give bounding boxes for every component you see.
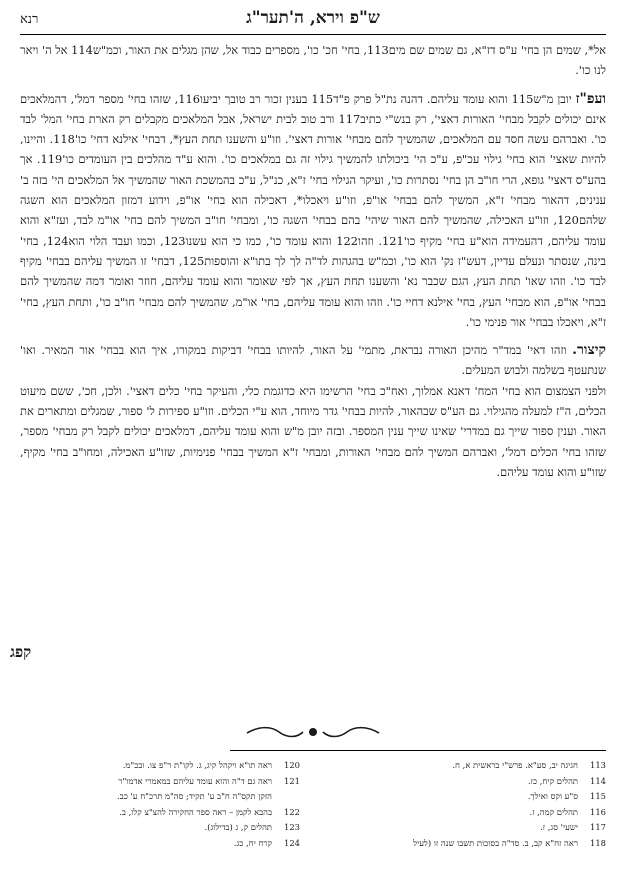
footnote: 120 ראה תו"א ויקהל קיג, ג. לקו"ת ר"פ צו. ובכ"מ. — [122, 760, 300, 770]
page-title: ש"פ וירא, ה'תער"ג — [246, 8, 380, 28]
footnote: הזקן תקס"ה ח"ב ע' תקיד; סה"מ תרכ"ח ע' כב. — [117, 791, 272, 801]
paragraph-3-text: וזהו דאי' במד"ר מהיכן האורה נבראת, מתמי' על האור, להיותו בבחי' דביקות במקורו, איך הוא בבחי' אור המאיר. ואו' שנתעטף בשלמה ולבוש המעלים. — [20, 343, 606, 378]
footnote: 117 ישעי' סג, ז. — [540, 822, 606, 832]
paragraph-3 — [20, 340, 606, 381]
footnote: 124 קרח יח, כג. — [233, 837, 300, 848]
footnote: 123 תהלים ק, ג (בדילוג). — [204, 822, 300, 832]
footnote: 118 ראה זח"א קב, ב. סד"ה בסוכות תשבו שנה זו (לעיל — [413, 837, 606, 848]
paragraph-1: אל*, שמים הן בחי' ע"ס דז"א, גם שמים שם מים113, בחי' חכ' כו', מספרים כבוד אל, שהן מגלים את האור, וכמ"ש114 אל ה' ויאר לנו כו'. — [20, 43, 606, 78]
paragraph-2-lead: ועפ"ז — [575, 90, 606, 107]
footnote: 115 ס"ע וקס ואילך. — [527, 791, 606, 801]
paragraph-2-text: יובן מ"ש115 והוא עומד עליהם. דהנה נת"ל פרק פ"ד115 בענין זכור רב טובך יביעו116, שזהו בחי' מספר דמל', דהמלאכים אינם יכולים לקבל מבחי' האורות דאצי', רק בנש"י כתיב117 ורב טוב לבית ישראל, אבל המלאכים מקבלים רק הארת בחי' המל' לבד כו'. ואברהם עשה חסד עם המלאכים, שהמשיך להם מבחי' אורות דאצי'. וזו"ע והשענו תחת העץ*, דבחי' אילנא דחי' כו'118. והיינו, להיות שאצי' הוא בחי' גילוי עכ"פ, ע"כ הי' ביכולתו להמשיך גילוי זה גם במלאכים כו'. והוא ע"ד מהלכים בין העומדים כו'119. אך בהע"ס דאצי' גופא, הרי חו"ב הן בחי' נסתרות כו', ועיקר הגילוי בחי' ז"א, כנ"ל, ע"כ בהמשכת האור שהמשיך אל המלאכים הי' בזה ב' ענינים, דהאור מבחי' ז"א, המשיך להם בבחי' או"פ, וזו"ע ויאכלו*, דאכילה הוא בחי' או"פ, וידוע דמזון המלאכים הוא השגה שלהם120, וזו"ע האכילה, שהמשיך להם האור שיהי' בהם בבחי' השגה כו', ומבחי' חו"ב המשיך להם בחי' או"מ לבד, ועז"א והוא עומד עליהם, דהעמידה הוא"ע בחי' מקיף כו'121. וזהו122 והוא עומד כו', כמו כי הוא עשנו123, וכמו ועבד הלוי הוא124, בחי' בינה, שנסתר ונעלם עדיין, דעש"ז נק' הוא כו', וכמ"ש בהגהות לד"ה לך לך בתו"א והוספות125, דבחי' זו המשיך עליהם בבחי' מקיף לבד כו'. וזהו שאו' תחת העץ, הגם שכבר נא' והשענו תחת העץ, אך לפי שאומר והוא עומד עליהם, חוזר ואומר דמה שהמשיך להם בבחי' או"פ, הוא מבחי' העץ, בחי' אילנא דחיי כו'. וזהו והוא עומד עליהם, בחי' או"מ, שהמשיך להם מבחי' חו"ב כו', ותחת העץ, בחי' ז"א, ויאכלו בבחי' אור פנימי כו'. — [20, 91, 607, 329]
page-number: רנא — [20, 12, 39, 27]
header-rule — [20, 34, 606, 35]
footnote: 116 תהלים קמה, ז. — [529, 806, 606, 817]
paragraph-2 — [20, 89, 606, 333]
footnotes-rule — [230, 750, 606, 751]
footnotes-left-column — [20, 758, 300, 851]
ornament-divider-icon — [245, 724, 381, 740]
summary-lead: קיצור. — [572, 342, 606, 359]
footnotes-right-column — [326, 758, 606, 851]
footnote: 122 בהבא לקמן – ראה ספר החקירה להצ"צ קלו, ב. — [119, 806, 300, 817]
main-text — [20, 40, 606, 482]
footnote: 113 חגיגה יב, סע"א. פרש"י בראשית א, ח. — [452, 760, 606, 770]
footnote: 121 ראה גם ד"ה והוא עומד עליהם במאמרי אדמו"ר — [118, 775, 300, 786]
margin-page-marker: קפג — [10, 643, 32, 661]
footnote: 114 תהלים קיח, כז. — [528, 775, 606, 786]
footnotes — [20, 758, 606, 880]
page-header — [20, 8, 606, 34]
paragraph-4: ולפני הצמצום הוא בחי' המח' דאנא אמלוך, ואח"כ בחי' הרשימו היא כדוגמת כלי, והעיקר בחי' כלים דאצי'. ולכן, חכ', ששם מיעוט הכלים, ה"ז למעלה מהגילוי. גם הע"ס שבהאור, להיות בבחי' גדר מיוחד, הוא ע"י הכלים. וזו"ע ספירות ל' ספור, שמגלים ומתארים את האור. וענין ספור שייך גם במדרי' שאינו שייך ענין המספר. ובזה יובן מ"ש והוא עומד עליהם, דמלאכים יכולים לקבל רק מבחי' מספר, שזהו בחי' הכלים דמל', ואברהם המשיך להם מבחי' האורות, ומבחי' ז"א המשיך בבחי' פנימיות, שזו"ע האכילה, ומחו"ב בחי' מקיף, שזו"ע והוא עומד עליהם. — [20, 383, 606, 479]
